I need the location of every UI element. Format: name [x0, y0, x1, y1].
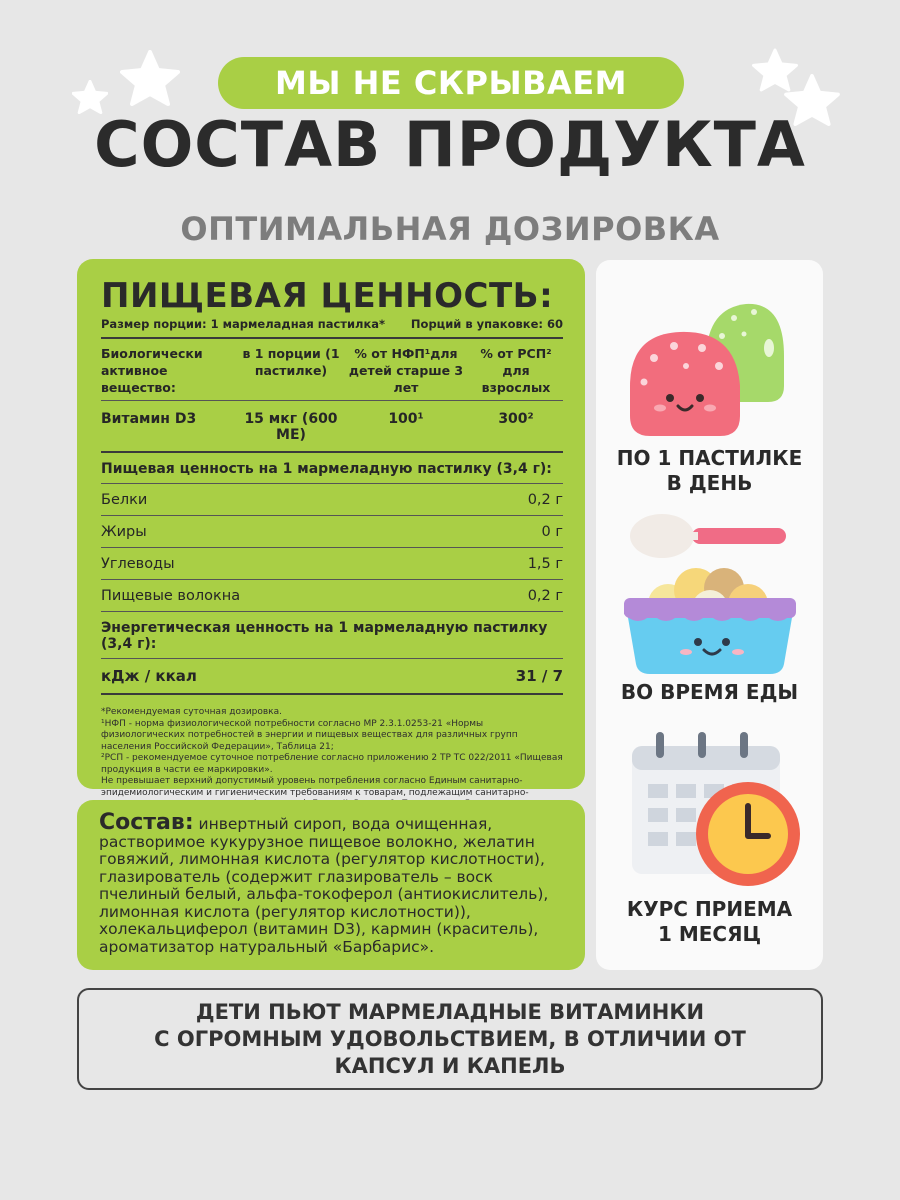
header-pill: МЫ НЕ СКРЫВАЕМ — [218, 57, 684, 109]
gummy-icon — [624, 286, 794, 446]
column-header: в 1 порции (1 пастилке) — [242, 346, 340, 378]
nutrient-name: Жиры — [101, 524, 147, 540]
vitamin-nfp: 100¹ — [388, 411, 424, 427]
calendar-clock-icon — [626, 726, 806, 890]
slogan-box — [77, 988, 823, 1090]
serving-info — [101, 315, 563, 339]
page-subtitle: ОПТИМАЛЬНАЯ ДОЗИРОВКА — [180, 210, 720, 248]
course-label — [596, 897, 823, 947]
nutrient-name: Белки — [101, 492, 148, 508]
page-title: СОСТАВ ПРОДУКТА — [94, 108, 806, 181]
column-header: % от НФП¹для детей старше 3 лет — [348, 346, 464, 395]
nutrient-name: Пищевые волокна — [101, 588, 241, 604]
servings-per-pack: Порций в упаковке: 60 — [410, 317, 563, 331]
energy-heading: Энергетическая ценность на 1 мармеладную пастилку (3,4 г): — [101, 612, 563, 659]
serving-size: Размер порции: 1 мармеладная пастилка* — [101, 317, 386, 331]
footnote: ²РСП - рекомендуемое суточное потребление согласно приложению 2 ТР ТС 022/2011 «Пищевая продукция в части ее маркировки». — [101, 753, 563, 775]
nutrient-row — [101, 580, 563, 612]
nutrient-value: 0 г — [541, 524, 563, 540]
energy-label: кДж / ккал — [101, 667, 197, 685]
star-icon — [120, 50, 180, 106]
column-header: Биологически активное вещество: — [101, 346, 203, 395]
dose-label — [596, 446, 823, 496]
course-line: КУРС ПРИЕМА — [626, 897, 793, 921]
dose-line: В ДЕНЬ — [666, 471, 753, 495]
energy-value: 31 / 7 — [515, 667, 563, 685]
nutrition-title: ПИЩЕВАЯ ЦЕННОСТЬ: — [101, 276, 554, 316]
footnotes — [101, 695, 563, 811]
footnote: *Рекомендуемая суточная дозировка. — [101, 707, 282, 717]
slogan-line: ДЕТИ ПЬЮТ МАРМЕЛАДНЫЕ ВИТАМИНКИ — [195, 999, 705, 1024]
composition-panel — [77, 800, 585, 970]
column-header: % от РСП² для взрослых — [480, 346, 552, 395]
vitamin-rsp: 300² — [498, 411, 534, 427]
course-line: 1 МЕСЯЦ — [657, 922, 762, 946]
nutrient-value: 1,5 г — [527, 556, 563, 572]
nutrition-table-header — [101, 339, 563, 401]
nutrient-value: 0,2 г — [527, 588, 563, 604]
nutrient-name: Углеводы — [101, 556, 175, 572]
dosage-card — [596, 260, 823, 970]
energy-row — [101, 659, 563, 695]
nutrition-panel — [77, 259, 585, 798]
nutrient-value: 0,2 г — [527, 492, 563, 508]
slogan-line: С ОГРОМНЫМ УДОВОЛЬСТВИЕМ, В ОТЛИЧИИ ОТ — [154, 1026, 746, 1051]
per-piece-heading: Пищевая ценность на 1 мармеладную пастилку (3,4 г): — [101, 453, 563, 484]
vitamin-amount: 15 мкг (600 МЕ) — [244, 411, 338, 443]
footnote: ¹НФП - норма физиологической потребности согласно МР 2.3.1.0253-21 «Нормы физиологических потребностей в энергии и пищевых веществах для различных групп населения Российской Федерации», Таблица 21; — [101, 718, 518, 752]
vitamin-name: Витамин D3 — [101, 411, 197, 427]
nutrient-row — [101, 516, 563, 548]
footnote: Не превышает верхний допустимый уровень потребления согласно Единым санитарно-эпидемиологическим и гигиеническим требованиям к товарам, подлежащим санитарно- — [101, 776, 529, 798]
dose-line: ПО 1 ПАСТИЛКЕ — [616, 446, 803, 470]
meal-icon — [622, 508, 802, 678]
vitamin-row — [101, 401, 563, 453]
meal-label: ВО ВРЕМЯ ЕДЫ — [620, 680, 799, 704]
composition-label: Состав: — [99, 810, 194, 835]
composition-text: инвертный сироп, вода очищенная, растворимое кукурузное пищевое волокно, желатин говяжий, лимонная кислота (регулятор кислотности), глазирователь (содержит глазирователь – воск пчелиный белый, альфа-токоферол (антиокислитель), лимонная кислота (регулятор кислотности)), холекальциферол (витамин D3), кармин (краситель), ароматизатор натуральный «Барбарис». — [99, 815, 549, 956]
nutrient-row — [101, 548, 563, 580]
slogan-line: КАПСУЛ И КАПЕЛЬ — [334, 1053, 566, 1078]
nutrient-row — [101, 484, 563, 516]
